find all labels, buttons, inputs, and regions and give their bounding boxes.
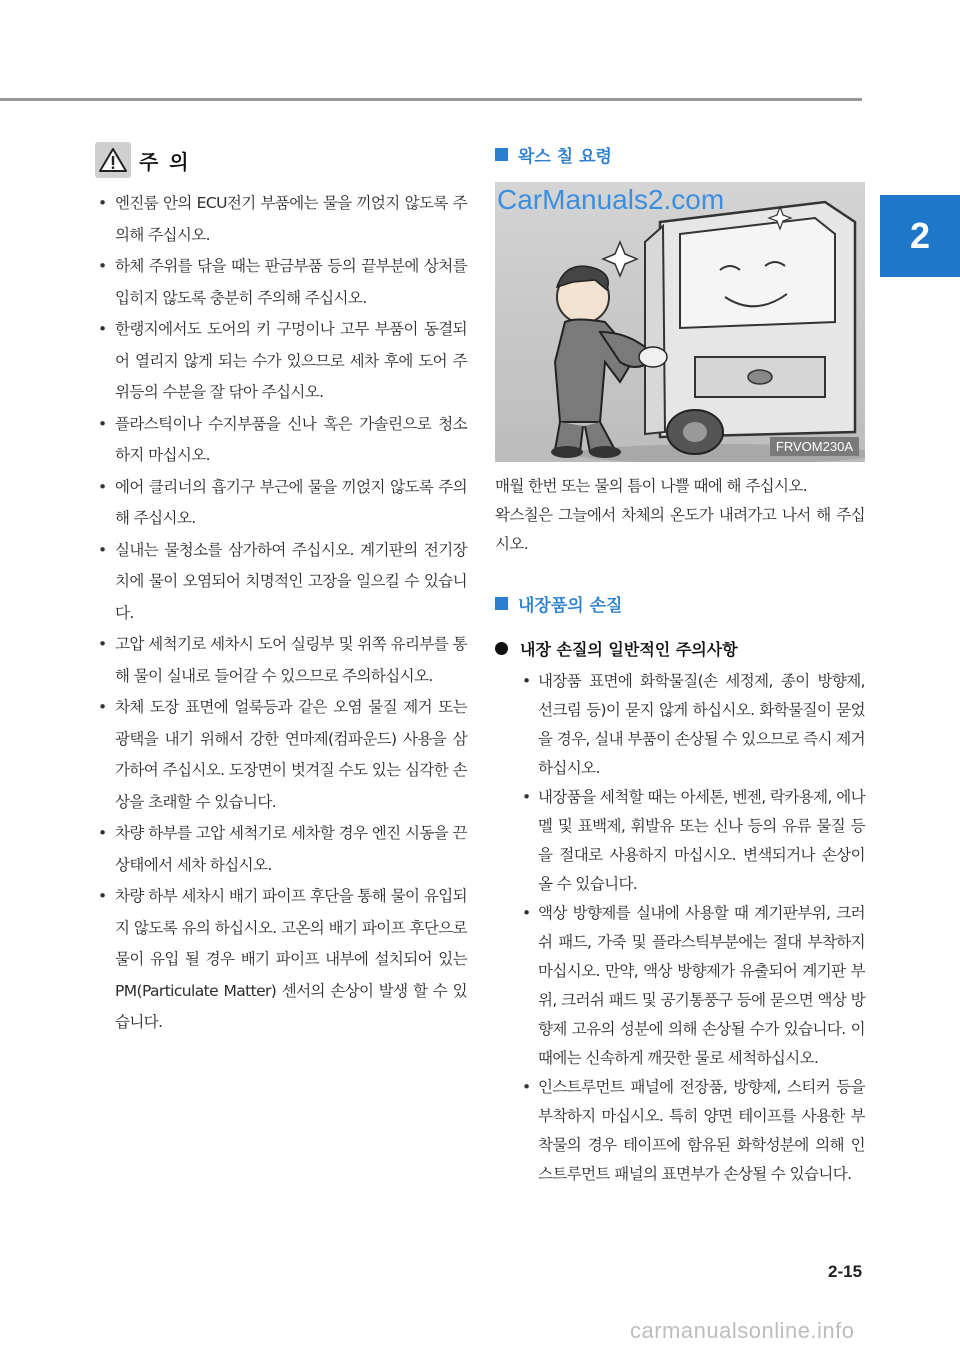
wax-heading — [495, 140, 865, 168]
right-column — [495, 140, 865, 1189]
caution-section — [95, 140, 467, 1039]
list-item: • 하체 주위를 닦을 때는 판금부품 등의 끝부분에 상처를 입히지 않도록 충분히 주의해 주십시오. — [95, 251, 467, 314]
warning-triangle-icon — [95, 142, 131, 178]
list-item: • 인스트루먼트 패널에 전장품, 방향제, 스티커 등을 부착하지 마십시오. 특히 양면 테이프를 사용한 부착물의 경우 테이프에 함유된 화학성분에 의해 인스트루먼트 패널의 표면부가 손상될 수 있습니다. — [495, 1073, 865, 1189]
list-item: • 차체 도장 표면에 얼룩등과 같은 오염 물질 제거 또는 광택을 내기 위해서 강한 연마제(컴파운드) 사용을 삼가하여 주십시오. 도장면이 벗겨질 수도 있는 심각한 손상을 초래할 수 있습니다. — [95, 692, 467, 818]
wax-paragraph: 왁스칠은 그늘에서 차체의 온도가 내려가고 나서 해 주십시오. — [495, 506, 865, 553]
list-item: • 에어 클리너의 흡기구 부근에 물을 끼얹지 않도록 주의해 주십시오. — [95, 472, 467, 535]
interior-heading — [495, 589, 865, 617]
wax-paragraph: 매월 한번 또는 물의 틈이 나쁠 때에 해 주십시오. — [495, 477, 808, 495]
interior-subheading-text: 내장 손질의 일반적인 주의사항 — [520, 639, 738, 659]
list-item: • 엔진룸 안의 ECU전기 부품에는 물을 끼얹지 않도록 주의해 주십시오. — [95, 188, 467, 251]
square-bullet-icon — [495, 597, 508, 610]
list-item: • 한랭지에서도 도어의 키 구멍이나 고무 부품이 동결되어 열리지 않게 되는 수가 있으므로 세차 후에 도어 주위등의 수분을 잘 닦아 주십시오. — [95, 314, 467, 409]
list-item: • 액상 방향제를 실내에 사용할 때 계기판부위, 크러쉬 패드, 가죽 및 플라스틱부분에는 절대 부착하지 마십시오. 만약, 액상 방향제가 유출되어 계기판 부위, 크러쉬 패드 및 공기통풍구 등에 묻으면 액상 방향제 고유의 성분에 의해 손상될 수가 있습니다. 이때에는 신속하게 깨끗한 물로 세척하십시오. — [495, 899, 865, 1073]
list-item: • 실내는 물청소를 삼가하여 주십시오. 계기판의 전기장치에 물이 오염되어 치명적인 고장을 일으킬 수 있습니다. — [95, 535, 467, 630]
list-item: • 내장품 표면에 화학물질(손 세정제, 종이 방향제, 선크림 등)이 묻지 않게 하십시오. 화학물질이 묻었을 경우, 실내 부품이 손상될 수 있으므로 즉시 제거하십시오. — [495, 667, 865, 783]
wax-heading-text: 왁스 칠 요령 — [518, 146, 612, 167]
chapter-tab: 2 — [880, 195, 960, 277]
list-item: • 내장품을 세척할 때는 아세톤, 벤젠, 락카용제, 에나멜 및 표백제, 휘발유 또는 신나 등의 유류 물질 등을 절대로 사용하지 마십시오. 변색되거나 손상이 올 수 있습니다. — [495, 783, 865, 899]
square-bullet-icon — [495, 148, 508, 161]
truck-cleaning-illustration — [495, 182, 865, 462]
site-watermark: carmanualsonline.info — [630, 1318, 855, 1343]
circle-bullet-icon — [495, 642, 508, 655]
list-item: • 플라스틱이나 수지부품을 신나 혹은 가솔린으로 청소하지 마십시오. — [95, 409, 467, 472]
caution-header — [95, 140, 467, 180]
interior-heading-text: 내장품의 손질 — [518, 595, 623, 616]
list-item: • 고압 세척기로 세차시 도어 실링부 및 위쪽 유리부를 통해 물이 실내로 들어갈 수 있으므로 주의하십시오. — [95, 629, 467, 692]
caution-list — [95, 188, 467, 1039]
interior-subheading — [495, 635, 865, 661]
list-item: • 차량 하부를 고압 세척기로 세차할 경우 엔진 시동을 끈 상태에서 세차 하십시오. — [95, 818, 467, 881]
figure-code: FRVOM230A — [770, 437, 859, 456]
list-item: • 차량 하부 세차시 배기 파이프 후단을 통해 물이 유입되지 않도록 유의 하십시오. 고온의 배기 파이프 후단으로 물이 유입 될 경우 배기 파이프 내부에 설치되어 있는 PM(Particulate Matter) 센서의 손상이 발생 할 수 있습니다. — [95, 881, 467, 1039]
wax-instructions — [495, 472, 865, 559]
wax-illustration — [495, 182, 865, 462]
top-rule — [0, 98, 862, 101]
page-number: 2-15 — [828, 1262, 863, 1281]
figure-watermark: CarManuals2.com — [497, 184, 725, 215]
caution-title: 주 의 — [139, 149, 191, 174]
interior-list — [495, 667, 865, 1189]
